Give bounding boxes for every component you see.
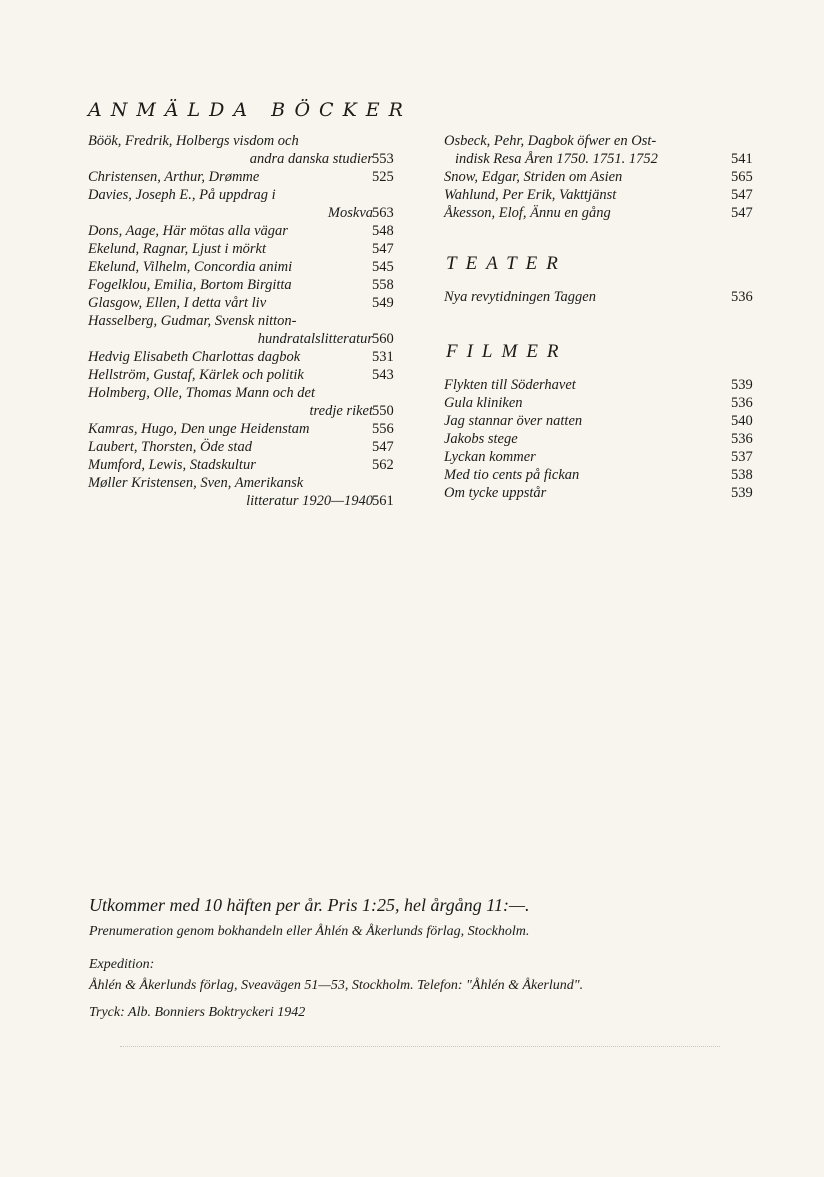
books-list-right	[444, 132, 764, 222]
page-number: 565	[731, 169, 753, 185]
books-list-left	[88, 132, 418, 510]
list-item	[88, 492, 418, 510]
teater-heading: TEATER	[446, 253, 567, 274]
list-item	[88, 330, 418, 348]
page-number: 562	[372, 457, 394, 473]
entry-text: Jag stannar över natten	[444, 413, 583, 429]
subscription-info: Utkommer med 10 häften per år. Pris 1:25, hel årgång 11:—.	[89, 895, 530, 915]
filmer-list	[444, 376, 764, 502]
entry-text: Dons, Aage, Här mötas alla vägar	[88, 223, 288, 239]
list-item	[88, 348, 418, 366]
list-item	[88, 132, 418, 150]
page-number: 547	[731, 187, 753, 203]
page-number: 536	[731, 289, 753, 305]
list-item	[444, 394, 764, 412]
list-item	[444, 466, 764, 484]
page-number: 547	[372, 439, 394, 455]
filmer-heading: FILMER	[446, 341, 568, 362]
entry-text: tredje riket	[309, 403, 373, 419]
list-item	[444, 186, 764, 204]
expedition-label: Expedition:	[89, 957, 155, 972]
list-item	[88, 312, 418, 330]
page-number: 556	[372, 421, 394, 437]
entry-text: Böök, Fredrik, Holbergs visdom och	[88, 133, 299, 149]
list-item	[444, 376, 764, 394]
page-number: 536	[731, 395, 753, 411]
expedition-address: Åhlén & Åkerlunds förlag, Sveavägen 51—53, Stockholm. Telefon: "Åhlén & Åkerlund".	[89, 978, 584, 993]
list-item	[444, 150, 764, 168]
page-number: 531	[372, 349, 394, 365]
entry-text: Christensen, Arthur, Drømme	[88, 169, 260, 185]
list-item	[444, 288, 764, 306]
list-item	[88, 402, 418, 420]
entry-text: Flykten till Söderhavet	[444, 377, 576, 393]
page-number: 525	[372, 169, 394, 185]
page-number: 547	[731, 205, 753, 221]
list-item	[88, 438, 418, 456]
list-item	[444, 484, 764, 502]
list-item	[88, 276, 418, 294]
entry-text: indisk Resa Åren 1750. 1751. 1752	[455, 151, 658, 167]
prenumeration-info: Prenumeration genom bokhandeln eller Åhlén & Åkerlunds förlag, Stockholm.	[89, 924, 530, 939]
entry-text: Åkesson, Elof, Ännu en gång	[444, 205, 611, 221]
page-number: 550	[372, 403, 394, 419]
page-number: 548	[372, 223, 394, 239]
page-number: 540	[731, 413, 753, 429]
entry-text: Laubert, Thorsten, Öde stad	[88, 439, 252, 455]
page-number: 545	[372, 259, 394, 275]
list-item	[88, 150, 418, 168]
entry-text: andra danska studier	[249, 151, 373, 167]
list-item	[444, 430, 764, 448]
page-number: 539	[731, 377, 753, 393]
list-item	[88, 474, 418, 492]
list-item	[88, 240, 418, 258]
entry-text: Moskva	[327, 205, 373, 221]
entry-text: Med tio cents på fickan	[444, 467, 580, 483]
printer-info: Tryck: Alb. Bonniers Boktryckeri 1942	[89, 1005, 306, 1020]
list-item	[444, 204, 764, 222]
books-heading: ANMÄLDA BÖCKER	[88, 99, 412, 121]
entry-text: Møller Kristensen, Sven, Amerikansk	[88, 475, 304, 491]
entry-text: Osbeck, Pehr, Dagbok öfwer en Ost-	[444, 133, 657, 149]
page-number: 536	[731, 431, 753, 447]
entry-text: Hedvig Elisabeth Charlottas dagbok	[88, 349, 301, 365]
list-item	[88, 258, 418, 276]
page-number: 547	[372, 241, 394, 257]
list-item	[88, 366, 418, 384]
entry-text: Kamras, Hugo, Den unge Heidenstam	[88, 421, 310, 437]
page-number: 563	[372, 205, 394, 221]
page-number: 561	[372, 493, 394, 509]
list-item	[88, 204, 418, 222]
list-item	[88, 186, 418, 204]
page-number: 537	[731, 449, 753, 465]
page-number: 553	[372, 151, 394, 167]
entry-text: Ekelund, Vilhelm, Concordia animi	[88, 259, 293, 275]
list-item	[444, 168, 764, 186]
list-item	[88, 420, 418, 438]
entry-text: Mumford, Lewis, Stadskultur	[88, 457, 256, 473]
entry-text: Jakobs stege	[444, 431, 518, 447]
page-number: 543	[372, 367, 394, 383]
list-item	[88, 456, 418, 474]
list-item	[444, 412, 764, 430]
entry-text: Fogelklou, Emilia, Bortom Birgitta	[88, 277, 292, 293]
page-number: 558	[372, 277, 394, 293]
page-number: 541	[731, 151, 753, 167]
page-number: 538	[731, 467, 753, 483]
entry-text: hundratalslitteratur	[257, 331, 373, 347]
list-item	[88, 168, 418, 186]
entry-text: Lyckan kommer	[444, 449, 536, 465]
page-number: 539	[731, 485, 753, 501]
teater-list	[444, 288, 764, 306]
list-item	[444, 132, 764, 150]
page-number: 560	[372, 331, 394, 347]
entry-text: Ekelund, Ragnar, Ljust i mörkt	[88, 241, 267, 257]
list-item	[444, 448, 764, 466]
page-number: 549	[372, 295, 394, 311]
entry-text: Om tycke uppstår	[444, 485, 547, 501]
entry-text: Glasgow, Ellen, I detta vårt liv	[88, 295, 267, 311]
entry-text: Nya revytidningen Taggen	[444, 289, 596, 305]
list-item	[88, 222, 418, 240]
list-item	[88, 294, 418, 312]
bottom-divider	[120, 1046, 720, 1047]
right-column	[444, 132, 764, 502]
entry-text: Hellström, Gustaf, Kärlek och politik	[88, 367, 304, 383]
entry-text: Holmberg, Olle, Thomas Mann och det	[88, 385, 316, 401]
entry-text: Snow, Edgar, Striden om Asien	[444, 169, 623, 185]
list-item	[88, 384, 418, 402]
entry-text: Davies, Joseph E., På uppdrag i	[88, 187, 276, 203]
entry-text: Gula kliniken	[444, 395, 523, 411]
entry-text: Hasselberg, Gudmar, Svensk nitton-	[88, 313, 297, 329]
entry-text: Wahlund, Per Erik, Vakttjänst	[444, 187, 617, 203]
entry-text: litteratur 1920—1940	[246, 493, 373, 509]
